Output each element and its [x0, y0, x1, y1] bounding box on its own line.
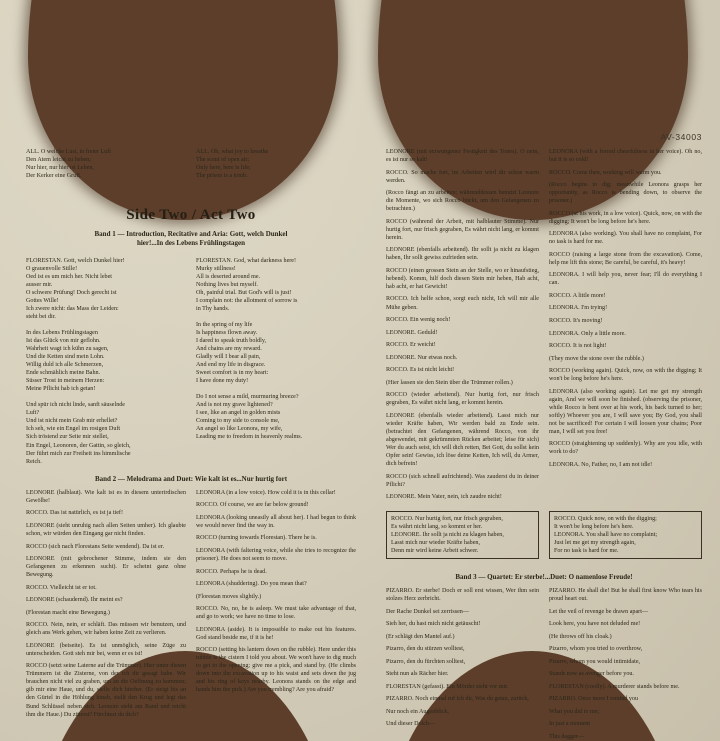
text-line: LEONORE. Ihr sollt ja nicht zu klagen haben, [391, 531, 504, 538]
text-line: I have done my duty! [196, 378, 249, 385]
text-line: I complain not: the allotment of sorrow is [196, 297, 298, 304]
band2-text [26, 489, 356, 723]
text-line: LEONORA. You shall have no complaint; [554, 531, 658, 538]
text-paragraph: ROCCO (sich nach Florestans Seite wendend). Da ist er. [26, 543, 165, 550]
text-line: Leading me to freedom in heavenly realms. [196, 434, 303, 441]
text-line: ROCCO. Quick now, on with the digging; [554, 515, 657, 522]
text-paragraph: ROCCO. Das ist natürlich, es ist ja tief! [26, 510, 123, 517]
text-paragraph: ROCCO (straightening up suddenly). Why are you idle, with work to do? [549, 441, 702, 456]
text-line: Süsser Trost in meinem Herzen: [26, 378, 105, 385]
text-paragraph: Steht nun als Rächer hier. [386, 671, 449, 678]
text-paragraph: (They move the stone over the rubble.) [549, 355, 644, 362]
text-line: Nur hier, nur hier ist Leben, [26, 165, 94, 172]
text-paragraph: LEONORE (halblaut). Wie kalt ist es in diesem unterirdischen Gewölbe! [26, 489, 186, 504]
text-paragraph: ROCCO (sich schnell aufrichtend). Was zauderst du in deiner Pflicht? [386, 473, 539, 488]
text-paragraph: LEONORA (aside). It is impossible to make out his features. God stand beside me, if it is he! [196, 626, 356, 641]
text-paragraph: LEONORA (shuddering). Do you mean that? [196, 581, 307, 588]
text-paragraph: Der Rache Dunkel sei zerrissen— [386, 608, 469, 615]
text-line: I dared to speak truth boldly, [196, 338, 267, 345]
text-paragraph: Stands now as avenger before you. [549, 671, 634, 678]
text-line: Is happiness flown away. [196, 330, 258, 337]
text-paragraph: LEONORE. Mein Vater, nein, ich zaudre nicht! [386, 494, 502, 501]
text-line [196, 313, 356, 321]
text-line: Gladly will I bear all pain, [196, 354, 261, 361]
text-line: Sich tröstend zur Seite mir stellet, [26, 434, 109, 441]
text-paragraph: LEONORE (sieht unruhig nach allen Seiten umher). Ich glaubte schon, wir würden den Eingang gar nicht finden. [26, 522, 186, 537]
text-line: O grauenvolle Stille! [26, 265, 78, 272]
text-paragraph: Sieh her, du hast mich nicht getäuscht! [386, 621, 481, 628]
text-paragraph: ROCCO. Es ist nicht leicht! [386, 367, 455, 374]
text-line: Murky stillness! [196, 265, 236, 272]
text-line: Ich seh, wie ein Engel im rosigen Duft [26, 426, 121, 433]
text-paragraph: This dagger— [549, 733, 585, 740]
text-line: Und ist nicht mein Grab mir erhellet? [26, 418, 118, 425]
text-paragraph: (Er schlägt den Mantel auf.) [386, 633, 455, 640]
page-title: Side Two / Act Two [126, 207, 256, 224]
text-line: Do I not sense a mild, murmuring breeze? [196, 394, 299, 401]
right-top-english [549, 148, 702, 506]
text-line [196, 385, 356, 393]
catalog-number: AV-34003 [660, 132, 702, 142]
text-paragraph: ROCCO. Ein wenig noch! [386, 317, 451, 324]
text-paragraph: LEONORA. I will help you, never fear; I'll do everything I can. [549, 272, 702, 287]
text-paragraph: FLORESTAN (coolly). A murderer stands before me. [549, 683, 680, 690]
text-paragraph: PIZARRO. Once more I remind you [549, 696, 639, 703]
top-left-english [196, 148, 356, 180]
band1-german [26, 257, 186, 466]
text-line: in Thy hands. [196, 305, 230, 312]
text-line: For no task is hard for me. [554, 547, 619, 554]
text-line: Der führt mich zur Freiheit ins himmlische [26, 450, 131, 457]
text-line: Es währt nicht lang, so kommt er her. [391, 523, 483, 530]
band1-heading: Band 1 — Introduction, Recitative and Aria: Gott, welch Dunkel hier!...In des Lebens Frühlingstagen [94, 229, 288, 248]
text-paragraph: ROCCO (einen grossen Stein an der Stelle, wo er hinaufstieg, hebend). Komm, hilf doch diesen Stein mir heben, Hab acht, hab acht, er hat Gewicht! [386, 267, 539, 290]
text-line: ALL. O welche Lust, in freier Luft [26, 149, 111, 155]
top-left-continuation [26, 148, 356, 180]
text-line: An angel so like Leonora, my wife, [196, 426, 283, 433]
text-line: All is deserted around me. [196, 273, 261, 280]
text-paragraph: ROCCO. Vielleicht ist er tot. [26, 584, 97, 591]
boxed-duet-english [549, 511, 702, 559]
text-line: Coming to my side to console me, [196, 418, 280, 425]
text-line: It won't be long before he's here. [554, 523, 634, 530]
band2-heading: Band 2 — Melodrama and Duet: Wie kalt ist es...Nur hurtig fort [94, 474, 288, 483]
text-paragraph: LEONORA. I'm trying! [549, 305, 608, 312]
text-paragraph: ROCCO. So mache fort, im Arbeiten wird dir schon warm werden. [386, 169, 539, 184]
right-column [386, 148, 702, 741]
band1-text [26, 257, 356, 466]
band2-german [26, 489, 186, 723]
text-paragraph: Und dieser Dolch— [386, 721, 436, 728]
text-line: Luft? [26, 410, 40, 417]
text-paragraph: ROCCO (während der Arbeit, mit halblauter Stimme). Nur hurtig fort, nur frisch gegraben, Es währt nicht lang, er kommt herein. [386, 218, 539, 241]
text-paragraph: ROCCO (setzt seine Laterne auf die Trümmer). Hier unter diesen Trümmern ist die Zisterne, von der ich dir gesagt habe. Wir brauchen nicht viel zu graben, um an die Oeffnung zu kommen; gib mir eine Haue, und du, stelle dich hierher. (Er steigt bis an den Gürtel in die Höhlung hinab, stellt den Krug und legt das Bund Schlüssel neben sich. Leonore steht am Rand und reicht ihm die Haue.) Du zitterst? Fürchtest du dich? [26, 663, 186, 718]
text-paragraph: LEONORE (ebenfalls arbeitend). Ihr sollt ja nicht zu klagen haben, Ihr sollt gewiss zufrieden sein. [386, 247, 539, 262]
text-paragraph: ROCCO. No, no, he is asleep. We must take advantage of that, and go to work; we have no time to lose. [196, 606, 356, 621]
text-line: ausser mir. [26, 281, 53, 288]
text-line: Nothing lives but myself. [196, 281, 258, 288]
text-line: Und spür ich nicht linde, sanft säuselnde [26, 402, 126, 409]
text-paragraph: PIZARRO. Noch einmal ruf ich dir, Was du getan, zurück, [386, 696, 529, 703]
text-paragraph: (Rocco fängt an zu arbeiten; währenddessen benutzt Leonore die Momente, wo sich Rocco bückt, um den Gefangenen zu betrachten.) [386, 190, 539, 213]
band1-english [196, 257, 356, 466]
text-paragraph: LEONORA (with faltering voice, while she tries to recognize the prisoner). He does not seem to move. [196, 548, 356, 563]
text-paragraph: ROCCO. It is not light! [549, 343, 607, 350]
text-paragraph: ROCCO. Of course, we are far below ground! [196, 502, 309, 509]
text-line: Gottes Wille! [26, 297, 59, 304]
text-paragraph: LEONORA (also working). You shall have no complaint, For no task is hard for me. [549, 231, 702, 246]
text-paragraph: Let the veil of revenge be drawn apart— [549, 608, 648, 615]
text-line [26, 393, 186, 401]
text-line: I see, like an angel in golden mists [196, 410, 281, 417]
text-line: Sweet comfort is in my heart: [196, 370, 269, 377]
text-line: In the spring of my life [196, 322, 253, 329]
band3-english [549, 587, 702, 741]
text-line: steht bei dir. [26, 314, 56, 321]
text-paragraph: LEONORA (in a low voice). How cold it is in this cellar! [196, 489, 336, 496]
text-line: FLORESTAN. God, what darkness here! [196, 257, 297, 264]
text-line: The scent of open air; [196, 157, 250, 164]
text-paragraph: ROCCO. Perhaps he is dead. [196, 568, 267, 575]
text-line: Ende schmählich meine Bahn. [26, 370, 101, 377]
text-paragraph: Pizarro, den du fürchten solltest, [386, 658, 466, 665]
band2-english [196, 489, 356, 723]
text-paragraph: (Rocco begins to dig; meanwhile Leonora grasps her opportunity, as Rocco is bending down, to observe the prisoner.) [549, 182, 702, 205]
text-line: Oed ist es um mich her. Nicht lebet [26, 273, 112, 280]
text-paragraph: LEONORE. Geduld! [386, 329, 438, 336]
text-paragraph: LEONORE (mit gebrochener Stimme, indem sie den Gefangenen zu erkennen sucht). Er scheint ganz ohne Bewegung. [26, 556, 186, 579]
text-line: Willig duld ich alle Schmerzen, [26, 362, 104, 369]
text-paragraph: Nur noch ein Augenblick, [386, 708, 449, 715]
text-line: Reich. [26, 458, 42, 465]
text-line: And chains are my reward. [196, 346, 262, 353]
text-line: O schwere Prüfung! Doch gerecht ist [26, 289, 117, 296]
text-line: And is not my grave lightened? [196, 402, 273, 409]
text-paragraph: FLORESTAN (gefasst). Ein Mörder steht vor mir. [386, 683, 509, 690]
text-line: Wahrheit wagt ich kühn zu sagen, [26, 346, 109, 353]
text-line: ALL. Oh, what joy to breathe [196, 149, 269, 155]
text-paragraph: ROCCO. Come then, working will warm you. [549, 169, 662, 176]
text-paragraph: ROCCO. Ich helfe schon, sorgt euch nicht, Ich will mir alle Mühe geben. [386, 296, 539, 311]
text-line: Ich zwere nicht: das Mass der Leiden: [26, 305, 119, 312]
text-paragraph: LEONORE. Nur etwas noch. [386, 354, 458, 361]
text-line: Der Kerker eine Gruft. [26, 173, 82, 180]
text-line: In des Lebens Frühlingstagen [26, 330, 98, 337]
text-line: Only here, here is life; [196, 165, 251, 172]
text-line: Oh, painful trial. But God's will is just! [196, 289, 292, 296]
text-paragraph: In just a moment [549, 721, 591, 728]
text-line: ROCCO. Nur hurtig fort, nur frisch gegraben, [391, 515, 503, 522]
text-paragraph: (He throws off his cloak.) [549, 633, 612, 640]
text-line: And end my life in disgrace. [196, 362, 266, 369]
text-paragraph: PIZARRO. He shall die! But he shall first know Who tears his proud heart out. [549, 587, 702, 603]
text-paragraph: Pizarro, whom you would intimidate, [549, 658, 641, 665]
text-line: FLORESTAN. Gott, welch Dunkel hier! [26, 257, 125, 264]
text-paragraph: (Hier lassen sie den Stein über die Trümmer rollen.) [386, 379, 513, 386]
boxed-duet [386, 506, 702, 564]
text-paragraph: ROCCO. Nein, nein, er schläft. Das müssen wir benutzen, und gleich ans Werk gehen, wir haben keine Zeit zu verlieren. [26, 622, 186, 637]
band3-german [386, 587, 539, 741]
text-line: Lasst mich nur wieder Kräfte haben, [391, 539, 481, 546]
text-paragraph: LEONORA. No, Father, no, I am not idle! [549, 461, 653, 468]
text-paragraph: LEONORA (also working again). Let me get my strength again, And we will soon be finished. (observing the prisoner, while Rocco is bent over at his work, his back turned to her; softly) Whoever you are, I will save you; By God, you shall not be sacrificed! For certain I will loosen your chains; Poor man, I will set you free! [549, 388, 702, 435]
text-paragraph: PIZARRO. Er sterbe! Doch er soll erst wissen, Wer ihm sein stolzes Herz zerbricht. [386, 587, 539, 603]
text-paragraph: ROCCO (turning towards Florestan). There he is. [196, 535, 317, 542]
text-line: Denn mir wird keine Arbeit schwer. [391, 547, 479, 554]
text-paragraph: LEONORE (ebenfalls wieder arbeitend). Lasst mich nur wieder Kräfte haben, Wir werden bald zu Ende sein. (betrachtet den Gefangenen, während Rocco, von ihr abgewendet, mit gekrümmten Rücken arbeitet; leise für sich) Wer du auch seist, ich will dich retten, Bei Gott, du sollst kein Opfer sein! Gewiss, ich löse deine Ketten, Ich will, du Armer, dich befrein! [386, 412, 539, 467]
text-line: Meine Pflicht hab ich getan! [26, 386, 96, 393]
text-paragraph: (Florestan moves slightly.) [196, 593, 262, 600]
band3-heading: Band 3 — Quartet: Er sterbe!...Duet: O namenlose Freude! [455, 572, 633, 581]
text-line: Ein Engel, Leonoren, der Gattin, so gleich, [26, 442, 131, 449]
text-paragraph: What you did to me; [549, 708, 600, 715]
text-paragraph: ROCCO. It's moving! [549, 318, 603, 324]
text-paragraph: Look here, you have not deluded me! [549, 621, 641, 628]
text-line [26, 321, 186, 329]
right-top-german [386, 148, 539, 506]
boxed-duet-german [386, 511, 539, 559]
text-paragraph: ROCCO (setting his lantern down on the rubble). Here under this rubble is the cistern I told you about. We won't have to dig much to get to the opening; give me a pick, and stand by. (He climbs down into the excavation up to his waist and sets down the jug and his ring of keys nearby. Leonora stands on the edge and hands him the pick.) Are you trembling? Are you afraid? [196, 647, 356, 694]
text-paragraph: LEONORA (with a forced cheerfulness in her voice). Oh no, but it is so cold! [549, 149, 702, 164]
band3-text [386, 587, 702, 741]
text-paragraph: LEONORA. Only a little more. [549, 330, 626, 337]
right-top-text [386, 148, 702, 506]
text-paragraph: (Florestan macht eine Bewegung.) [26, 609, 110, 616]
text-paragraph: Pizarro, den du stürzen wolltest, [386, 646, 465, 653]
text-paragraph: ROCCO (at his work, in a low voice). Quick, now, on with the digging; It won't be long before he's here. [549, 210, 702, 225]
text-line: Und die Ketten sind mein Lohn. [26, 354, 105, 361]
text-line: Ist das Glück von mir geflohn. [26, 338, 101, 345]
text-line: Den Atem leicht zu heben; [26, 157, 91, 164]
text-paragraph: LEONORA (looking uneasily all about her). I had begun to think we would never find the way in. [196, 514, 356, 529]
text-paragraph: Pizarro, whom you tried to overthrow, [549, 646, 643, 653]
text-line: Just let me get my strength again, [554, 539, 636, 546]
text-line: The prison is a tomb. [196, 173, 248, 180]
text-paragraph: LEONORE (schaudernd). Ihr meint es? [26, 597, 123, 604]
text-paragraph: LEONORE (beiseite). Es ist unmöglich, seine Züge zu unterscheiden. Gott steh mir bei, wenn er es ist! [26, 642, 186, 657]
text-paragraph: ROCCO. A little more! [549, 292, 606, 299]
text-paragraph: ROCCO. Er weicht! [386, 342, 436, 349]
text-paragraph: LEONORE (mit erzwungener Festigkeit des Tones). O nein, es ist nur so kalt! [386, 149, 539, 164]
left-column [26, 148, 356, 723]
text-paragraph: ROCCO (working again). Quick, now, on with the digging; It won't be long before he's here. [549, 368, 702, 383]
text-paragraph: ROCCO (wieder arbeitend). Nur hurtig fort, nur frisch gegraben, Es währt nicht lang, er kommt herein. [386, 392, 539, 407]
text-paragraph: ROCCO (raising a large stone from the excavation). Come, help me lift this stone; Be careful, be careful, it's heavy! [549, 251, 702, 266]
top-left-german [26, 148, 186, 180]
